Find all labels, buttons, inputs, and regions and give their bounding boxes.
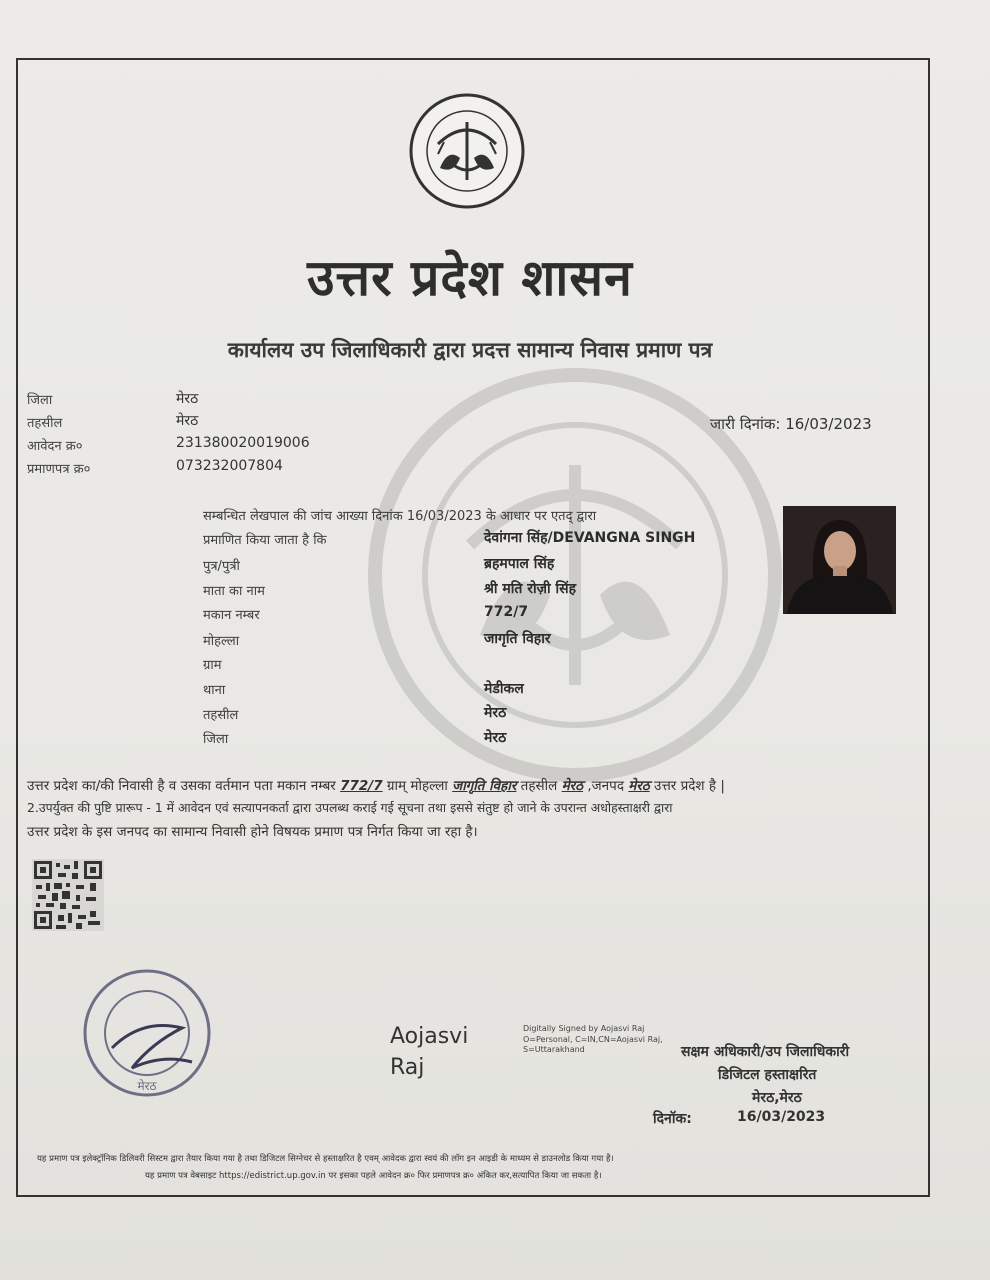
tehsil-value: मेरठ <box>176 413 199 429</box>
field-label-village: ग्राम <box>203 658 222 673</box>
district-label: जिला <box>27 393 53 408</box>
field-value-district: मेरठ <box>484 730 507 746</box>
up-government-emblem-icon <box>408 92 526 210</box>
office-seal-stamp-icon <box>72 958 222 1108</box>
certificate-number-value: 073232007804 <box>176 458 283 474</box>
residence-paragraph-line1: उत्तर प्रदेश का/की निवासी है व उसका वर्तमान पता मकान नम्बर 772/7 ग्राम् मोहल्ला जागृति विहार तहसील मेरठ ,जनपद मेरठ उत्तर प्रदेश है | <box>27 778 725 794</box>
field-value-mother: श्री मति रोज़ी सिंह <box>484 581 577 597</box>
signing-date-value: 16/03/2023 <box>737 1109 826 1125</box>
field-value-tehsil: मेरठ <box>484 705 507 721</box>
issue-date: जारी दिनांक: 16/03/2023 <box>710 415 872 433</box>
certificate-subtitle: कार्यालय उप जिलाधिकारी द्वारा प्रदत्त सामान्य निवास प्रमाण पत्र <box>227 338 713 362</box>
paragraph-mohalla: जागृति विहार <box>452 778 517 794</box>
residence-paragraph-line2: 2.उपर्युक्त की पुष्टि प्रारूप - 1 में आवेदन एवं सत्यापनकर्ता द्वारा उपलब्ध कराई गई सूचना तथा इससे संतुष्ट हो जाने के उपरान्त अधोहस्ताक्षरी द्वारा <box>27 800 673 815</box>
intro-line: सम्बन्धित लेखपाल की जांच आख्या दिनांक 16/03/2023 के आधार पर एतद् द्वारा <box>203 509 597 524</box>
application-number-label: आवेदन क्र० <box>27 439 83 454</box>
stamp-city: मेरठ <box>137 1079 157 1093</box>
field-value-name: देवांगना सिंह/DEVANGNA SINGH <box>484 530 696 546</box>
field-label-district: जिला <box>203 732 229 747</box>
field-label-tehsil: तहसील <box>203 708 239 723</box>
qr-code <box>32 859 104 931</box>
paragraph-house-number: 772/7 <box>340 778 383 794</box>
field-label-mother: माता का नाम <box>203 584 265 599</box>
application-number-value: 231380020019006 <box>176 435 310 451</box>
field-value-police-station: मेडीकल <box>484 681 524 697</box>
field-label-mohalla: मोहल्ला <box>203 634 240 649</box>
officer-title: सक्षम अधिकारी/उप जिलाधिकारी <box>681 1044 850 1060</box>
residence-paragraph-line3: उत्तर प्रदेश के इस जनपद का सामान्य निवासी होने विषयक प्रमाण पत्र निर्गत किया जा रहा है। <box>27 824 478 840</box>
district-value: मेरठ <box>176 391 199 407</box>
signer-name-line1: Aojasvi <box>390 1024 469 1049</box>
field-value-mohalla: जागृति विहार <box>484 631 551 647</box>
field-value-house-number: 772/7 <box>484 604 529 620</box>
signing-place: मेरठ,मेरठ <box>752 1090 802 1106</box>
applicant-photo <box>783 506 896 614</box>
field-label-son-daughter: पुत्र/पुत्री <box>203 559 240 574</box>
signing-date-label: दिनॉक: <box>653 1111 692 1127</box>
certificate-number-label: प्रमाणपत्र क्र० <box>27 462 91 477</box>
paragraph-district: मेरठ <box>628 778 650 794</box>
digital-signature-details: Digitally Signed by Aojasvi Raj O=Personal, C=IN,CN=Aojasvi Raj, S=Uttarakhand <box>523 1024 663 1054</box>
footer-line1: यह प्रमाण पत्र इलेक्ट्रॉनिक डिलिवरी सिस्टम द्वारा तैयार किया गया है तथा डिजिटल सिग्नेचर से हस्ताक्षरित है एवम् आवेदक द्वारा स्वयं की लॉग इन आइडी के माध्यम से डाउनलोड किया गया है। <box>37 1154 614 1164</box>
field-label-house-number: मकान नम्बर <box>203 608 260 623</box>
footer-line2: यह प्रमाण पत्र वेबसाइट https://edistrict.up.gov.in पर इसका पहले आवेदन क्र० फिर प्रमाणपत्र क्र० अंकित कर,सत्यापित किया जा सकता है। <box>145 1171 602 1181</box>
paragraph-tehsil: मेरठ <box>561 778 584 794</box>
page-title: उत्तर प्रदेश शासन <box>307 249 633 307</box>
signer-name-line2: Raj <box>390 1055 425 1080</box>
field-label-certified: प्रमाणित किया जाता है कि <box>203 533 327 548</box>
digital-signed-label: डिजिटल हस्ताक्षरित <box>718 1067 817 1083</box>
field-label-police-station: थाना <box>203 683 226 698</box>
tehsil-label: तहसील <box>27 416 63 431</box>
field-value-parent: ब्रहमपाल सिंह <box>484 556 555 572</box>
